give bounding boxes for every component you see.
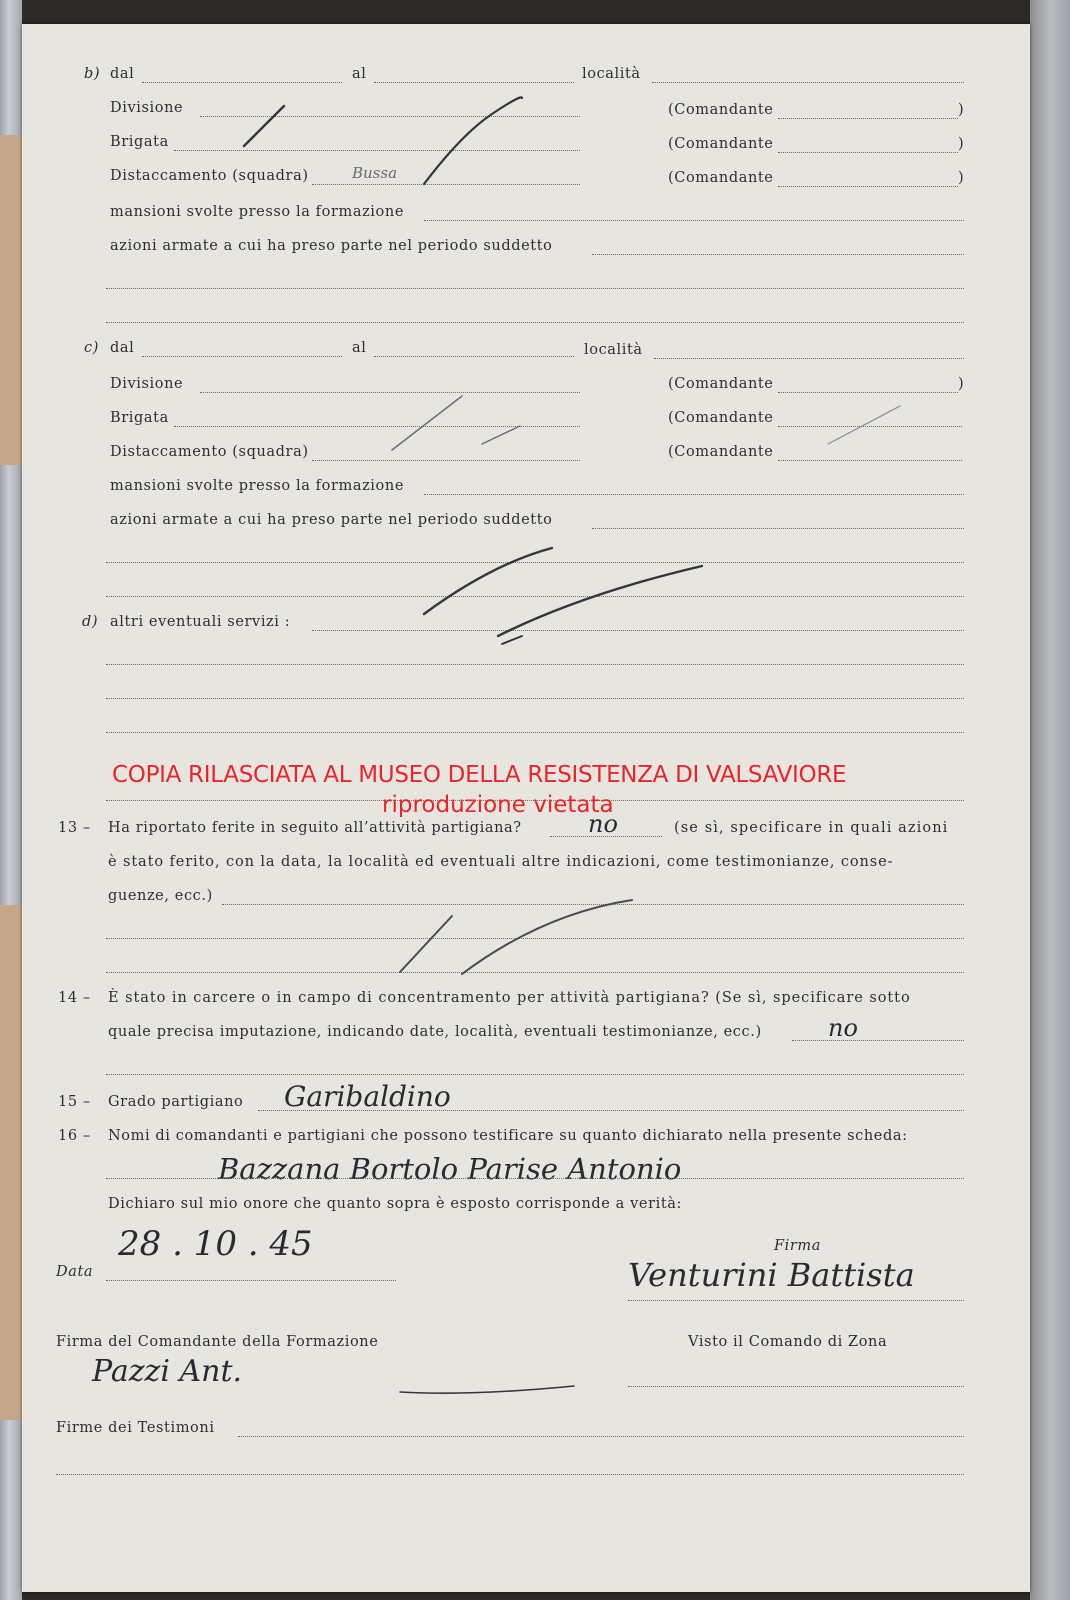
comandante-label: (Comandante xyxy=(668,376,774,392)
distaccamento-label: Distaccamento (squadra) xyxy=(110,168,309,184)
al-label: al xyxy=(352,66,367,82)
firma-comandante-label: Firma del Comandante della Formazione xyxy=(56,1334,379,1350)
blank-line xyxy=(106,664,964,665)
blank-line xyxy=(106,972,964,973)
q14-answer-field xyxy=(792,1040,964,1041)
signature-underline xyxy=(400,1386,574,1393)
localita-label: località xyxy=(584,342,643,358)
distaccamento-handwriting: Bussa xyxy=(352,164,398,182)
distaccamento-field xyxy=(312,184,580,185)
q13-line3: guenze, ecc.) xyxy=(108,888,213,904)
binder-tab xyxy=(0,135,22,465)
q14-number: 14 – xyxy=(58,990,91,1006)
binder-tab xyxy=(0,905,22,1420)
blank-line xyxy=(106,1074,964,1075)
q13-field xyxy=(222,904,964,905)
divisione-label: Divisione xyxy=(110,376,184,392)
blank-line xyxy=(106,322,964,323)
dal-label: dal xyxy=(110,66,135,82)
comandante-label: (Comandante xyxy=(668,102,774,118)
watermark-line1: COPIA RILASCIATA AL MUSEO DELLA RESISTENZA DI VALSAVIORE xyxy=(112,762,847,788)
watermark-line2: riproduzione vietata xyxy=(382,792,614,818)
dal-field xyxy=(142,82,342,83)
q13-answer: no xyxy=(588,810,618,838)
comandante-label: (Comandante xyxy=(668,410,774,426)
azioni-field xyxy=(592,254,964,255)
comandante-field xyxy=(778,392,958,393)
q13-number: 13 – xyxy=(58,820,91,836)
q16-label: Nomi di comandanti e partigiani che possono testificare su quanto dichiarato nella presente scheda: xyxy=(108,1128,908,1144)
blank-line xyxy=(106,596,964,597)
dal-field xyxy=(142,356,342,357)
firma-field xyxy=(628,1300,964,1301)
q16-answer: Bazzana Bortolo Parise Antonio xyxy=(218,1152,682,1186)
blank-line xyxy=(106,938,964,939)
mansioni-label: mansioni svolte presso la formazione xyxy=(110,478,404,494)
q13-line2: è stato ferito, con la data, la località ed eventuali altre indicazioni, come testimonianze, conse- xyxy=(108,854,894,870)
comandante-field xyxy=(778,152,958,153)
data-field xyxy=(106,1280,396,1281)
testimoni-label: Firme dei Testimoni xyxy=(56,1420,215,1436)
divisione-field xyxy=(200,116,580,117)
close-paren: ) xyxy=(958,376,965,392)
strike-stroke xyxy=(502,636,522,644)
azioni-label: azioni armate a cui ha preso parte nel periodo suddetto xyxy=(110,238,553,254)
declaration: Dichiaro sul mio onore che quanto sopra è esposto corrisponde a verità: xyxy=(108,1196,683,1212)
comandante-signature: Pazzi Ant. xyxy=(92,1354,243,1389)
comandante-field xyxy=(778,186,958,187)
localita-field xyxy=(652,82,964,83)
q15-number: 15 – xyxy=(58,1094,91,1110)
altri-servizi-field xyxy=(312,630,964,631)
dal-label: dal xyxy=(110,340,135,356)
comandante-field xyxy=(778,426,962,427)
close-paren: ) xyxy=(958,136,965,152)
section-b-label: b) xyxy=(84,66,101,82)
visto-field xyxy=(628,1386,964,1387)
mansioni-field xyxy=(424,220,964,221)
q13-label: Ha riportato ferite in seguito all’attività partigiana? xyxy=(108,820,522,836)
blank-line xyxy=(106,732,964,733)
visto-label: Visto il Comando di Zona xyxy=(688,1334,888,1350)
background-right-edge xyxy=(1030,0,1070,1600)
blank-line xyxy=(106,288,964,289)
localita-field xyxy=(654,358,964,359)
azioni-label: azioni armate a cui ha preso parte nel periodo suddetto xyxy=(110,512,553,528)
q14-line1: È stato in carcere o in campo di concentramento per attività partigiana? (Se sì, specificare sotto xyxy=(108,990,911,1006)
localita-label: località xyxy=(582,66,641,82)
blank-line xyxy=(106,698,964,699)
comandante-field xyxy=(778,118,958,119)
divisione-label: Divisione xyxy=(110,100,184,116)
testimoni-field xyxy=(238,1436,964,1437)
brigata-field xyxy=(174,150,580,151)
firma-signature: Venturini Battista xyxy=(628,1256,915,1294)
strike-stroke xyxy=(392,396,462,450)
comandante-label: (Comandante xyxy=(668,136,774,152)
strike-stroke xyxy=(498,566,702,636)
comandante-field xyxy=(778,460,962,461)
q14-answer: no xyxy=(828,1014,858,1042)
al-label: al xyxy=(352,340,367,356)
strike-stroke xyxy=(828,406,900,444)
altri-servizi-label: altri eventuali servizi : xyxy=(110,614,291,630)
section-d-label: d) xyxy=(82,614,99,630)
strike-stroke xyxy=(400,916,452,972)
data-value: 28 . 10 . 45 xyxy=(118,1224,313,1264)
close-paren: ) xyxy=(958,170,965,186)
q16-number: 16 – xyxy=(58,1128,91,1144)
divisione-field xyxy=(200,392,580,393)
q15-label: Grado partigiano xyxy=(108,1094,244,1110)
data-label: Data xyxy=(56,1264,94,1280)
distaccamento-field xyxy=(312,460,580,461)
al-field xyxy=(374,356,574,357)
form-page xyxy=(22,24,1030,1592)
brigata-field xyxy=(174,426,580,427)
testimoni-field xyxy=(56,1474,964,1475)
mansioni-label: mansioni svolte presso la formazione xyxy=(110,204,404,220)
brigata-label: Brigata xyxy=(110,134,169,150)
q14-line2: quale precisa imputazione, indicando date, località, eventuali testimonianze, ecc.) xyxy=(108,1024,762,1040)
blank-line xyxy=(106,1178,964,1179)
mansioni-field xyxy=(424,494,964,495)
strike-stroke xyxy=(424,548,552,614)
comandante-label: (Comandante xyxy=(668,170,774,186)
comandante-label: (Comandante xyxy=(668,444,774,460)
strike-stroke xyxy=(244,106,284,146)
firma-label: Firma xyxy=(774,1238,822,1254)
al-field xyxy=(374,82,574,83)
section-c-label: c) xyxy=(84,340,99,356)
brigata-label: Brigata xyxy=(110,410,169,426)
azioni-field xyxy=(592,528,964,529)
distaccamento-label: Distaccamento (squadra) xyxy=(110,444,309,460)
close-paren: ) xyxy=(958,102,965,118)
strike-stroke xyxy=(482,426,520,444)
strike-stroke xyxy=(462,900,632,974)
strike-stroke xyxy=(424,97,522,184)
q15-answer: Garibaldino xyxy=(284,1080,451,1113)
blank-line xyxy=(106,562,964,563)
q13-note: (se sì, specificare in quali azioni xyxy=(674,820,949,836)
